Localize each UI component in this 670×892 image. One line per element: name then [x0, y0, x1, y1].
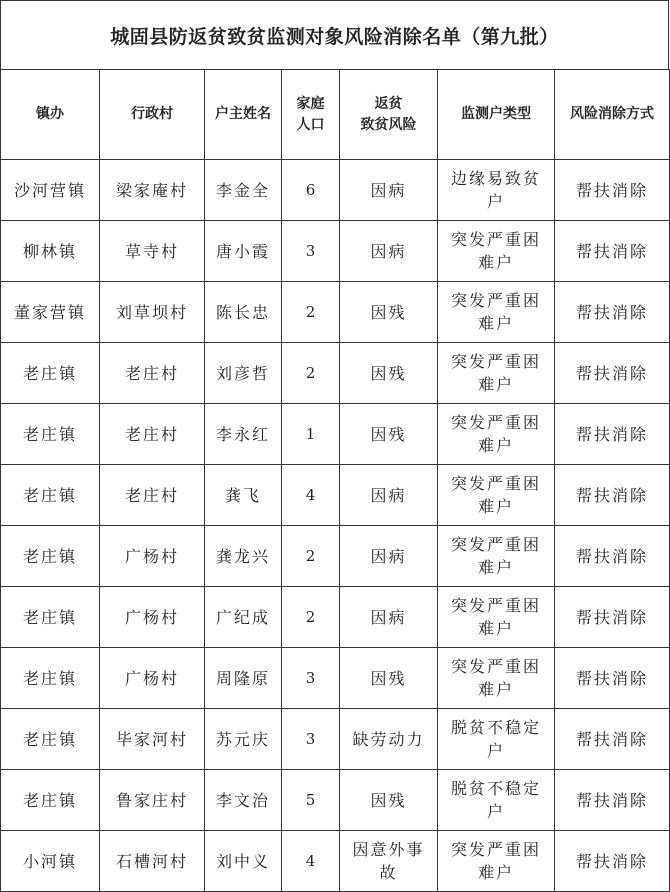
- cell-town: 老庄镇: [1, 709, 100, 770]
- col-header-householder: 户主姓名: [205, 70, 282, 160]
- cell-householder: 周隆原: [205, 648, 282, 709]
- cell-monitor-type-text: 突发严重困难户: [450, 413, 541, 455]
- cell-family-size: 1: [282, 404, 340, 465]
- cell-elimination: 帮扶消除: [555, 404, 670, 465]
- cell-risk-text: 因残: [370, 668, 407, 688]
- cell-town: 老庄镇: [1, 770, 100, 831]
- cell-monitor-type-text: 突发严重困难户: [450, 840, 541, 882]
- cell-village: 刘草坝村: [100, 282, 205, 343]
- table-row: [1, 160, 670, 221]
- cell-family-size: 2: [282, 282, 340, 343]
- cell-town: 董家营镇: [1, 282, 100, 343]
- cell-elimination: 帮扶消除: [555, 221, 670, 282]
- table-row: [1, 404, 670, 465]
- cell-elimination: 帮扶消除: [555, 465, 670, 526]
- col-header-town: 镇办: [1, 70, 100, 160]
- cell-risk-text: 因病: [370, 241, 407, 261]
- cell-elimination: 帮扶消除: [555, 282, 670, 343]
- cell-risk: [340, 282, 438, 343]
- cell-risk: [340, 770, 438, 831]
- cell-village: 广杨村: [100, 526, 205, 587]
- cell-village: 草寺村: [100, 221, 205, 282]
- cell-monitor-type-text: 脱贫不稳定户: [450, 718, 541, 760]
- cell-householder: 刘彦哲: [205, 343, 282, 404]
- table-row: [1, 526, 670, 587]
- cell-family-size: 2: [282, 526, 340, 587]
- cell-risk: [340, 587, 438, 648]
- cell-householder: 苏元庆: [205, 709, 282, 770]
- cell-risk: [340, 465, 438, 526]
- cell-family-size: 3: [282, 709, 340, 770]
- cell-risk-text: 因残: [370, 424, 407, 444]
- cell-householder: 广纪成: [205, 587, 282, 648]
- cell-risk-text: 缺劳动力: [352, 729, 425, 749]
- cell-householder: 龚飞: [205, 465, 282, 526]
- cell-risk: [340, 160, 438, 221]
- cell-householder: 李金全: [205, 160, 282, 221]
- cell-elimination: 帮扶消除: [555, 648, 670, 709]
- risk-line1: 返贫: [374, 95, 403, 112]
- cell-risk-text: 因残: [370, 363, 407, 383]
- table-row: [1, 221, 670, 282]
- cell-monitor-type-text: 突发严重困难户: [450, 657, 541, 699]
- document-title: 城固县防返贫致贫监测对象风险消除名单（第九批）: [0, 0, 669, 70]
- elimination-list-table: [0, 69, 670, 892]
- cell-elimination: 帮扶消除: [555, 709, 670, 770]
- cell-monitor-type: [438, 465, 555, 526]
- cell-town: 老庄镇: [1, 343, 100, 404]
- cell-monitor-type-text: 突发严重困难户: [450, 230, 541, 272]
- cell-elimination: 帮扶消除: [555, 526, 670, 587]
- cell-monitor-type: [438, 404, 555, 465]
- cell-family-size: 6: [282, 160, 340, 221]
- cell-monitor-type: [438, 587, 555, 648]
- cell-householder: 李文治: [205, 770, 282, 831]
- cell-monitor-type-text: 突发严重困难户: [450, 352, 541, 394]
- cell-village: 老庄村: [100, 404, 205, 465]
- table-row: [1, 343, 670, 404]
- cell-town: 小河镇: [1, 831, 100, 892]
- cell-village: 广杨村: [100, 648, 205, 709]
- cell-risk-text: 因残: [370, 302, 407, 322]
- cell-monitor-type: [438, 648, 555, 709]
- table-row: [1, 465, 670, 526]
- family-size-line1: 家庭: [296, 95, 325, 112]
- risk-line2: 致贫风险: [360, 116, 417, 133]
- table-row: [1, 587, 670, 648]
- cell-elimination: 帮扶消除: [555, 587, 670, 648]
- cell-risk-text: 因意外事故: [352, 840, 425, 882]
- table-row: [1, 770, 670, 831]
- cell-risk: [340, 343, 438, 404]
- table-row: [1, 831, 670, 892]
- table-row: [1, 648, 670, 709]
- cell-householder: 刘中义: [205, 831, 282, 892]
- cell-village: 石槽河村: [100, 831, 205, 892]
- cell-risk-text: 因病: [370, 546, 407, 566]
- cell-risk-text: 因病: [370, 485, 407, 505]
- col-header-family-size: [282, 70, 340, 160]
- cell-family-size: 5: [282, 770, 340, 831]
- col-header-elimination: 风险消除方式: [555, 70, 670, 160]
- cell-monitor-type: [438, 343, 555, 404]
- cell-risk: [340, 526, 438, 587]
- cell-householder: 李永红: [205, 404, 282, 465]
- cell-village: 老庄村: [100, 465, 205, 526]
- table-row: [1, 282, 670, 343]
- cell-householder: 陈长忠: [205, 282, 282, 343]
- cell-risk: [340, 648, 438, 709]
- cell-village: 鲁家庄村: [100, 770, 205, 831]
- cell-family-size: 2: [282, 343, 340, 404]
- cell-monitor-type: [438, 526, 555, 587]
- cell-family-size: 4: [282, 465, 340, 526]
- cell-risk: [340, 221, 438, 282]
- cell-monitor-type: [438, 770, 555, 831]
- cell-risk: [340, 709, 438, 770]
- cell-family-size: 3: [282, 648, 340, 709]
- cell-monitor-type: [438, 831, 555, 892]
- cell-monitor-type: [438, 221, 555, 282]
- cell-monitor-type: [438, 160, 555, 221]
- cell-town: 沙河营镇: [1, 160, 100, 221]
- cell-risk-text: 因病: [370, 607, 407, 627]
- cell-village: 广杨村: [100, 587, 205, 648]
- cell-householder: 唐小霞: [205, 221, 282, 282]
- family-size-line2: 人口: [296, 116, 325, 133]
- cell-monitor-type-text: 突发严重困难户: [450, 474, 541, 516]
- cell-risk: [340, 831, 438, 892]
- cell-monitor-type-text: 突发严重困难户: [450, 596, 541, 638]
- cell-family-size: 3: [282, 221, 340, 282]
- col-header-monitor-type: 监测户类型: [438, 70, 555, 160]
- cell-elimination: 帮扶消除: [555, 343, 670, 404]
- cell-risk-text: 因病: [370, 180, 407, 200]
- col-header-village: 行政村: [100, 70, 205, 160]
- cell-monitor-type-text: 脱贫不稳定户: [450, 779, 541, 821]
- cell-town: 老庄镇: [1, 587, 100, 648]
- cell-monitor-type: [438, 282, 555, 343]
- cell-town: 柳林镇: [1, 221, 100, 282]
- cell-elimination: 帮扶消除: [555, 160, 670, 221]
- cell-monitor-type-text: 突发严重困难户: [450, 291, 541, 333]
- cell-family-size: 2: [282, 587, 340, 648]
- table-body: [1, 160, 670, 892]
- cell-family-size: 4: [282, 831, 340, 892]
- cell-village: 毕家河村: [100, 709, 205, 770]
- cell-risk-text: 因残: [370, 790, 407, 810]
- table-header-row: [1, 70, 670, 160]
- cell-elimination: 帮扶消除: [555, 770, 670, 831]
- cell-village: 老庄村: [100, 343, 205, 404]
- cell-village: 梁家庵村: [100, 160, 205, 221]
- cell-town: 老庄镇: [1, 404, 100, 465]
- table-row: [1, 709, 670, 770]
- cell-monitor-type-text: 突发严重困难户: [450, 535, 541, 577]
- cell-householder: 龚龙兴: [205, 526, 282, 587]
- cell-town: 老庄镇: [1, 526, 100, 587]
- cell-monitor-type: [438, 709, 555, 770]
- cell-town: 老庄镇: [1, 648, 100, 709]
- cell-risk: [340, 404, 438, 465]
- cell-town: 老庄镇: [1, 465, 100, 526]
- cell-elimination: 帮扶消除: [555, 831, 670, 892]
- cell-monitor-type-text: 边缘易致贫户: [450, 169, 541, 211]
- col-header-risk: [340, 70, 438, 160]
